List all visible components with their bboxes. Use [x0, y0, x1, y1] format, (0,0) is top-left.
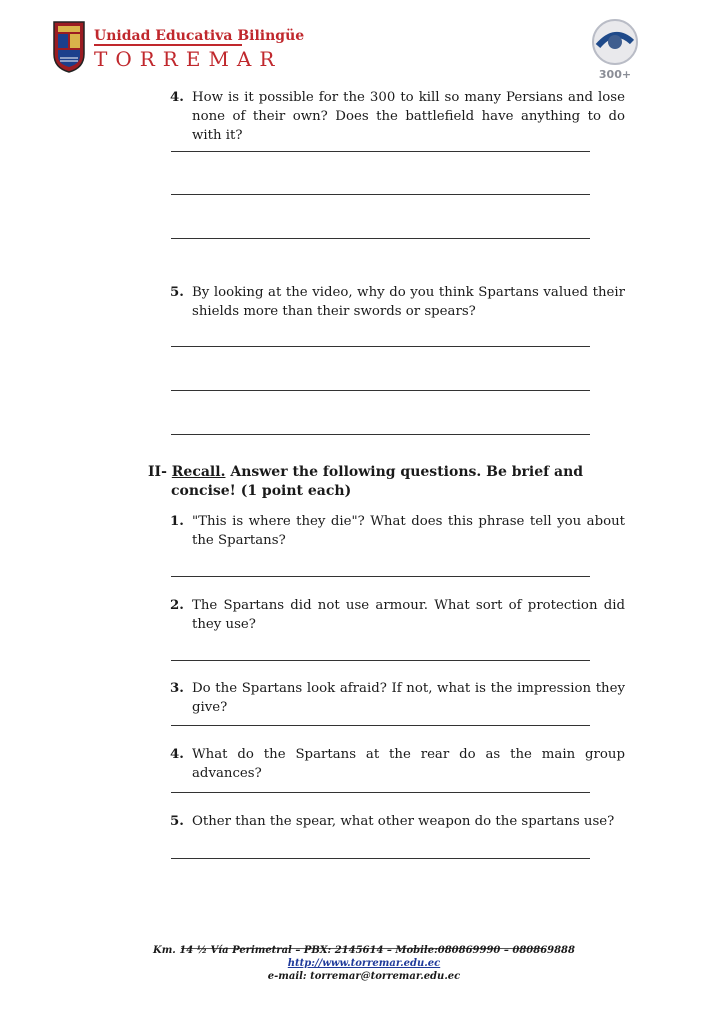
answer-line[interactable] [171, 390, 590, 391]
recall-question-4 [170, 745, 625, 783]
answer-line[interactable] [171, 434, 590, 435]
question-text: Do the Spartans look afraid? If not, what is the impression they give? [192, 681, 625, 715]
question-number: 5. [170, 285, 184, 300]
answer-line[interactable] [171, 151, 590, 152]
answer-line[interactable] [171, 858, 590, 859]
answer-line[interactable] [171, 792, 590, 793]
page-header [0, 0, 728, 90]
question-number: 1. [170, 514, 184, 529]
answer-line[interactable] [171, 576, 590, 577]
footer-website-link[interactable]: http://www.torremar.edu.ec [287, 958, 441, 969]
footer-address: Km. 14 ½ Vía Perimetral – PBX: 2145614 – Mobile:080869990 – 080869888 [153, 945, 575, 956]
question-text: How is it possible for the 300 to kill so many Persians and lose none of their own? Does the battlefield have anything to do with it? [192, 90, 625, 143]
answer-line[interactable] [171, 725, 590, 726]
section-heading [125, 463, 625, 501]
question-5 [170, 283, 625, 321]
recall-question-2 [170, 596, 625, 634]
section-roman: II- [148, 464, 167, 480]
question-number: 5. [170, 814, 184, 829]
answer-line[interactable] [171, 660, 590, 661]
school-crest-icon [52, 20, 86, 74]
footer-email: e-mail: torremar@torremar.edu.ec [267, 971, 461, 982]
page-footer [0, 944, 728, 983]
question-number: 4. [170, 747, 184, 762]
school-name: Unidad Educativa Bilingüe [94, 28, 305, 44]
answer-line[interactable] [171, 194, 590, 195]
school-wordmark: TORREMAR [94, 47, 283, 71]
question-text: What do the Spartans at the rear do as the main group advances? [192, 747, 625, 781]
question-text: By looking at the video, why do you think Spartans valued their shields more than their swords or spears? [192, 285, 625, 319]
badge-text: 300+ [598, 68, 632, 81]
answer-line[interactable] [171, 346, 590, 347]
section-title: Recall. [171, 464, 226, 480]
question-number: 3. [170, 681, 184, 696]
section-instructions: Answer the following questions. Be brief and concise! (1 point each) [171, 464, 584, 499]
recall-question-1 [170, 512, 625, 550]
question-text: Other than the spear, what other weapon do the spartans use? [192, 814, 615, 829]
question-4 [170, 88, 625, 145]
question-text: The Spartans did not use armour. What sort of protection did they use? [192, 598, 625, 632]
question-text: "This is where they die"? What does this phrase tell you about the Spartans? [192, 514, 625, 548]
question-number: 2. [170, 598, 184, 613]
answer-line[interactable] [171, 238, 590, 239]
anniversary-seal-icon [588, 12, 642, 82]
header-rule [94, 44, 242, 46]
recall-question-3 [170, 679, 625, 717]
recall-question-5 [170, 812, 625, 831]
question-number: 4. [170, 90, 184, 105]
